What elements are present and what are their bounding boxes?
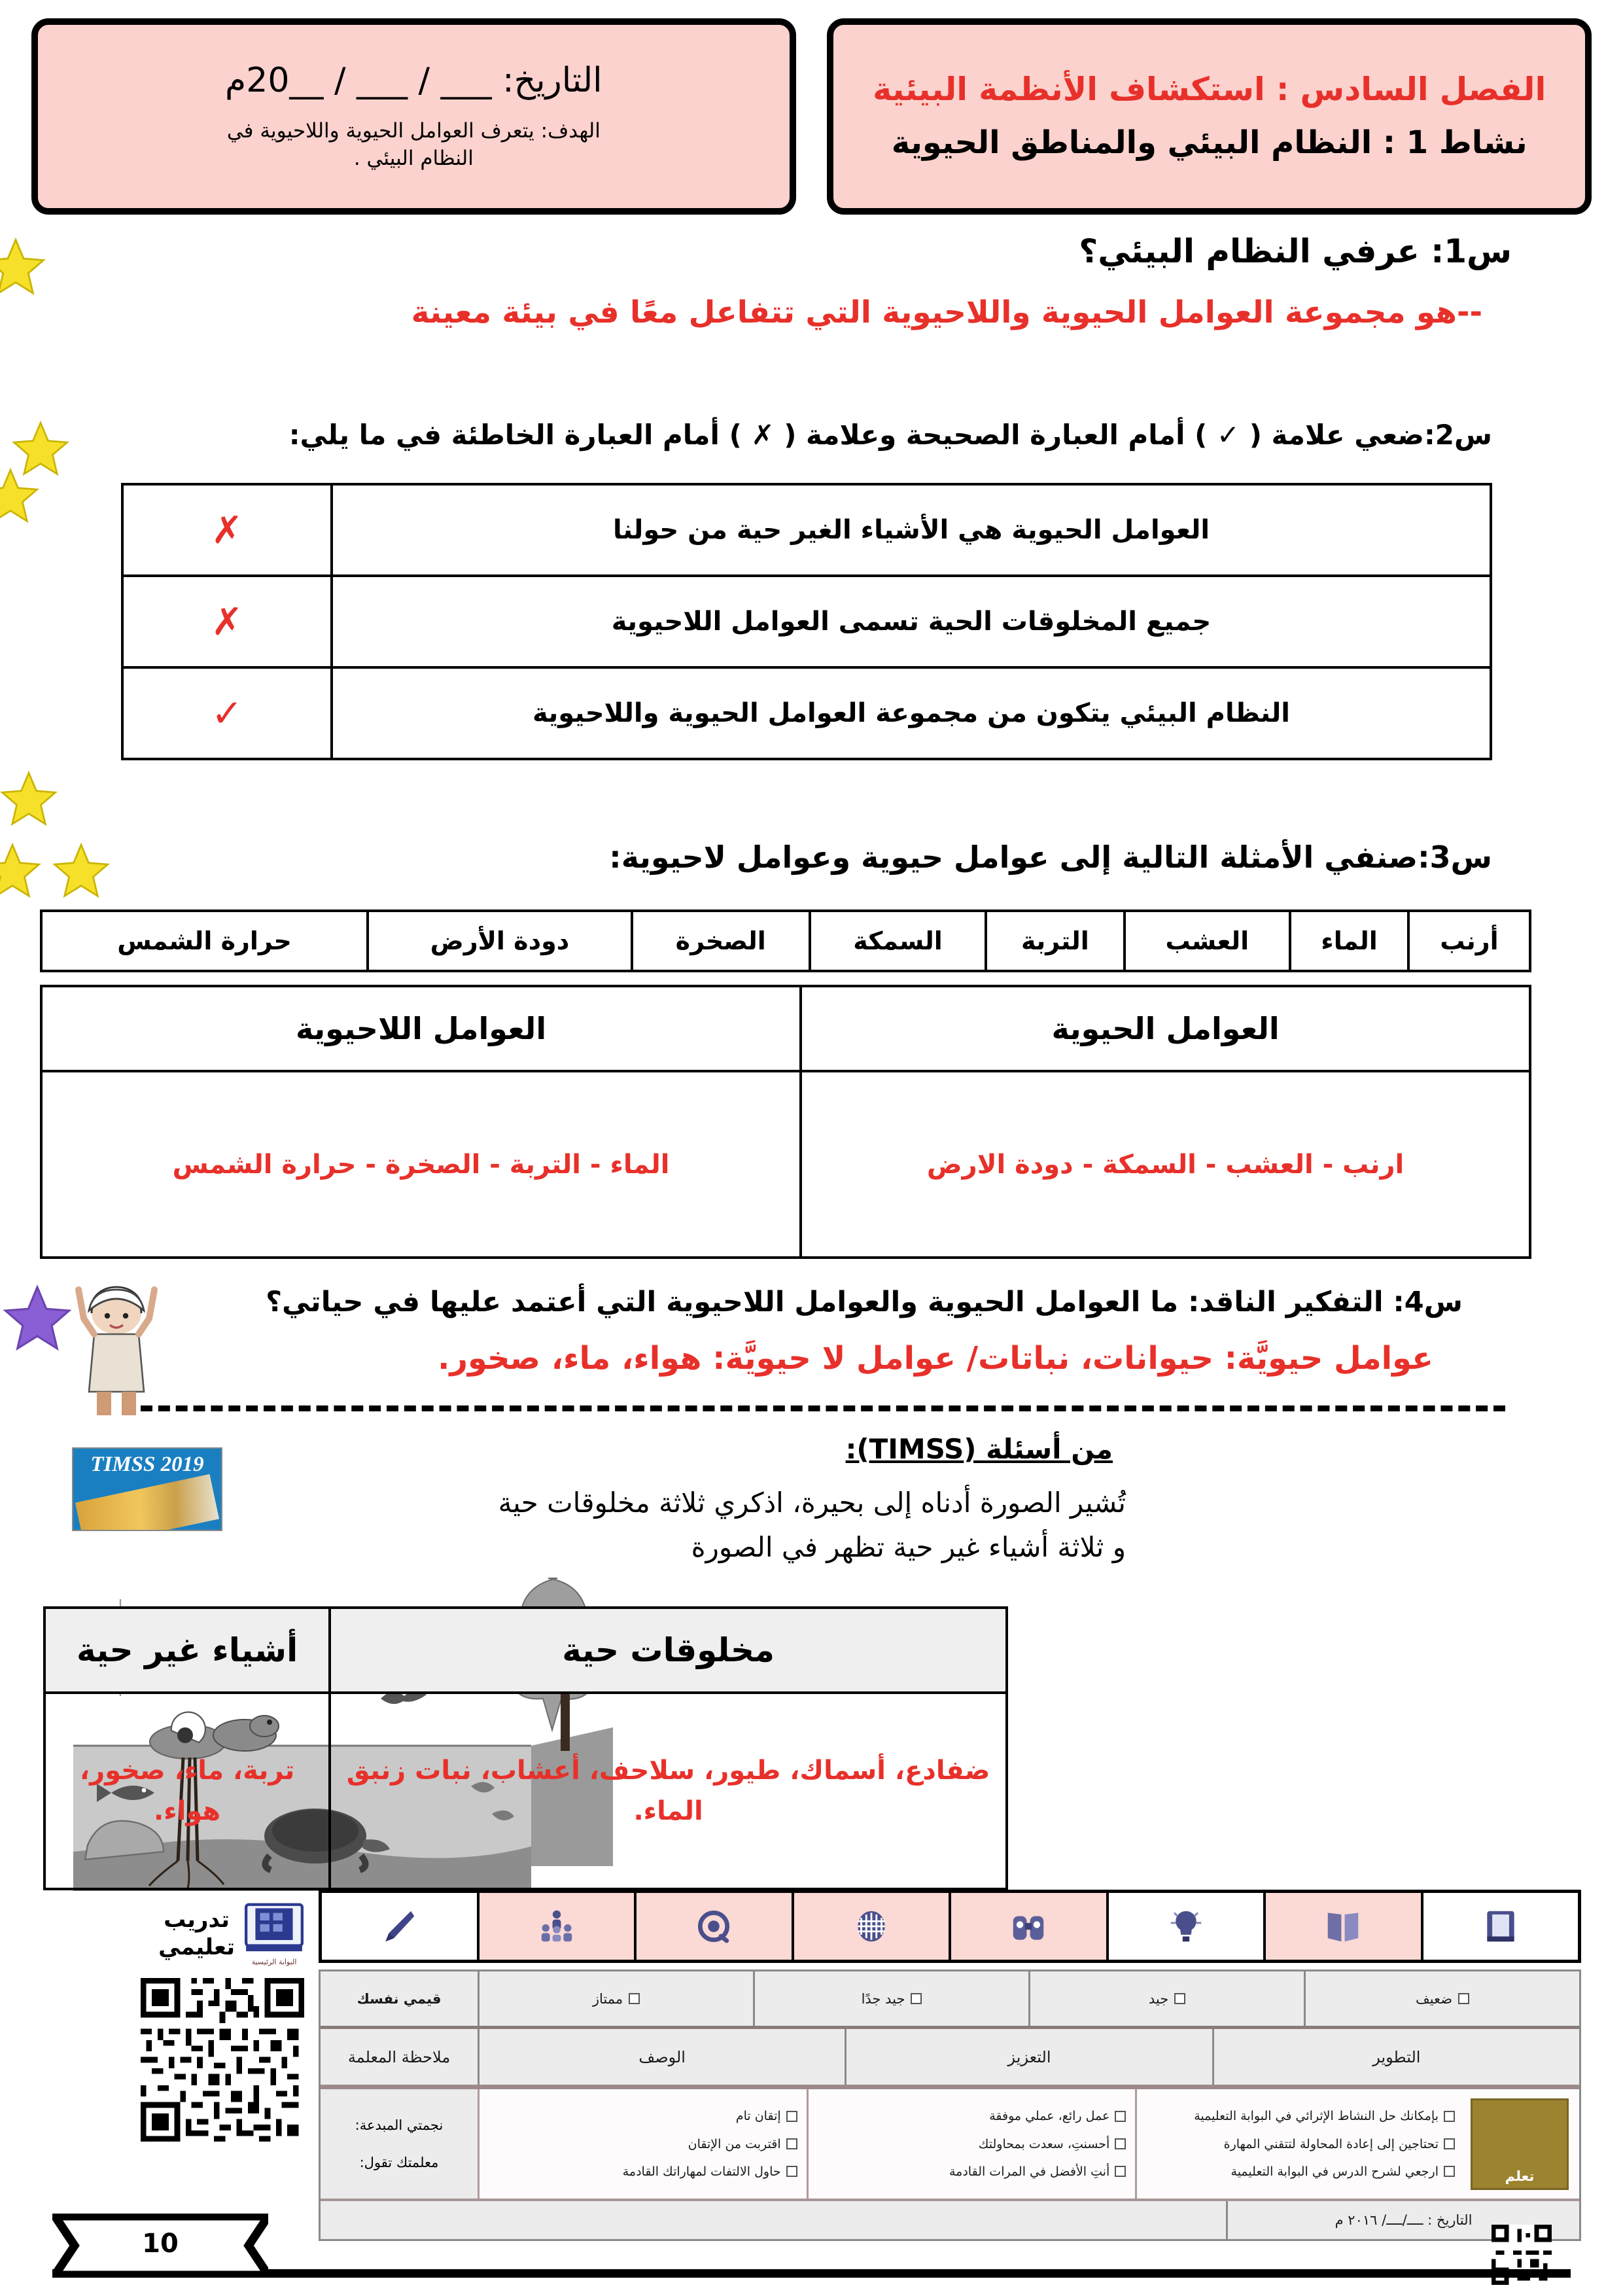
rubric-item[interactable] [489, 2164, 797, 2179]
checkbox-icon[interactable] [1115, 2111, 1126, 2122]
statement-cell: النظام البيئي يتكون من مجموعة العوامل الحيوية واللاحيوية [332, 667, 1491, 759]
abiotic-header: العوامل اللاحيوية [41, 986, 801, 1071]
word-bank-item: حرارة الشمس [41, 911, 368, 971]
rubric-describe-column [478, 2089, 807, 2199]
classification-table [40, 985, 1531, 1259]
icon-cell-binoculars[interactable] [949, 1893, 1106, 1960]
living-things-header: مخلوقات حية [330, 1608, 1007, 1693]
question-3-prompt: س3:صنفي الأمثلة التالية إلى عوامل حيوية وعوامل لاحيوية: [609, 839, 1492, 875]
word-bank-item: أرنب [1408, 911, 1530, 971]
table-header-row [41, 986, 1530, 1071]
training-badge [56, 1901, 304, 2142]
portal-book-icon [244, 1901, 304, 1966]
icon-cell-people-group[interactable] [477, 1893, 635, 1960]
rubric-footer [321, 2199, 1579, 2239]
checkbox-icon[interactable] [911, 1993, 922, 2004]
rubric-item-label: حاول الالتفات لمهاراتك القادمة [622, 2164, 781, 2179]
page-number: 10 [142, 2229, 179, 2259]
icon-cell-book[interactable] [1421, 1893, 1579, 1960]
header-date-box [31, 18, 796, 215]
rubric-item-label: تحتاجين إلى إعادة المحاولة لتتقني المهارة [1223, 2136, 1439, 2151]
table-header-row [44, 1608, 1007, 1693]
table-row [122, 576, 1491, 667]
grid-icon [851, 1906, 892, 1947]
rubric-date-field[interactable]: التاريخ : ــــ/ــــ/ ٢٠١٦ م [1226, 2201, 1579, 2239]
checkbox-icon[interactable] [629, 1993, 640, 2004]
training-badge-label [158, 1906, 235, 1962]
abiotic-answer-cell[interactable]: الماء - التربة - الصخرة - حرارة الشمس [41, 1071, 801, 1258]
rubric-item-label: ارجعي لشرح الدرس في البوابة التعليمية [1230, 2164, 1439, 2179]
timss-source-label: من أسئلة (TIMSS): [845, 1433, 1113, 1465]
rubric-reinforce-column [807, 2089, 1136, 2199]
training-label-line2: تعليمي [158, 1934, 235, 1960]
taalam-logo: تعلم [1471, 2098, 1569, 2190]
rubric-col-develop: التطوير [1212, 2029, 1579, 2085]
qr-code[interactable] [141, 1978, 304, 2142]
checkbox-icon[interactable] [1444, 2111, 1455, 2122]
rubric-col-describe: الوصف [478, 2029, 845, 2085]
rubric-scale-weak[interactable] [1304, 1971, 1579, 2026]
question-4-prompt: س4: التفكير الناقد: ما العوامل الحيوية والعوامل اللاحيوية التي أعتمد عليها في حياتي؟ [266, 1286, 1463, 1318]
footer-baseline [52, 2269, 1571, 2278]
rubric-scale-row [321, 1971, 1579, 2029]
portal-caption: البوابة الرئيسية [251, 1958, 297, 1966]
rubric-item[interactable] [1146, 2164, 1455, 2179]
rubric-scale-label: ممتاز [592, 1990, 623, 2007]
rubric-col-reinforce: التعزيز [845, 2029, 1212, 2085]
icon-cell-open-book[interactable] [1263, 1893, 1421, 1960]
answer-dotted-line [141, 1405, 1505, 1411]
rubric-item-label: اقتربت من الإتقان [688, 2136, 781, 2151]
pencil-graphic [75, 1474, 219, 1531]
rubric-scale-very-good[interactable] [753, 1971, 1028, 2026]
rubric-item[interactable] [818, 2137, 1126, 2151]
rubric-body [321, 2089, 1579, 2199]
rubric-item[interactable] [489, 2137, 797, 2151]
pen-icon [379, 1906, 419, 1947]
rubric-teacher-note-label: ملاحظة المعلمة [347, 2047, 451, 2066]
timss-prompt-line-2: و ثلاثة أشياء غير حية تظهر في الصورة [691, 1531, 1126, 1563]
table-row [41, 911, 1530, 971]
rubric-item[interactable] [818, 2109, 1126, 2123]
date-field[interactable]: التاريخ: ___ / ___ / __20م [225, 60, 602, 100]
table-row [122, 484, 1491, 576]
question-4-answer[interactable]: عوامل حيويَّة: حيوانات، نباتات/ عوامل لا حيويَّة: هواء، ماء، صخور. [438, 1340, 1433, 1377]
checkbox-icon[interactable] [786, 2111, 797, 2122]
rubric-teacher-column [321, 2089, 478, 2199]
rubric-scale-label: جيد جدًا [861, 1990, 905, 2007]
checkbox-icon[interactable] [1444, 2166, 1455, 2177]
self-assessment-rubric [319, 1969, 1581, 2241]
word-bank-item: العشب [1125, 911, 1291, 971]
book-icon [1480, 1906, 1521, 1947]
checkbox-icon[interactable] [1174, 1993, 1185, 2004]
magnifier-icon [693, 1906, 734, 1947]
question-1-answer[interactable]: --هو مجموعة العوامل الحيوية واللاحيوية التي تتفاعل معًا في بيئة معينة [411, 294, 1482, 330]
checkbox-icon[interactable] [1458, 1993, 1469, 2004]
checkbox-icon[interactable] [1444, 2138, 1455, 2149]
cheering-girl-illustration [71, 1279, 162, 1417]
page-header [31, 18, 1592, 215]
rubric-column-header-row [321, 2029, 1579, 2089]
activity-title: نشاط 1 : النظام البيئي والمناطق الحيوية [891, 124, 1527, 162]
checkbox-icon[interactable] [786, 2138, 797, 2149]
checkbox-icon[interactable] [1115, 2138, 1126, 2149]
timss-prompt-line-1: تُشير الصورة أدناه إلى بحيرة، اذكري ثلاثة مخلوقات حية [498, 1487, 1126, 1519]
table-row [41, 1071, 1530, 1258]
icon-cell-lightbulb[interactable] [1106, 1893, 1264, 1960]
training-label-line1: تدريب [164, 1906, 230, 1933]
question-1-prompt: س1: عرفي النظام البيئي؟ [1079, 232, 1512, 270]
table-row [122, 667, 1491, 759]
table-row [44, 1693, 1007, 1889]
chapter-title: الفصل السادس : استكشاف الأنظمة البيئية [873, 71, 1546, 109]
people-group-icon [536, 1906, 577, 1947]
nonliving-things-header: أشياء غير حية [44, 1608, 330, 1693]
rubric-item-label: أنتِ الأفضل في المرات القادمة [949, 2164, 1110, 2179]
binoculars-icon [1008, 1906, 1049, 1947]
timss-answer-table [43, 1606, 1008, 1890]
rubric-item-label: بإمكانك حل النشاط الإثرائي في البوابة التعليمية [1194, 2109, 1439, 2124]
activity-icon-strip [319, 1890, 1581, 1963]
answer-mark-cell[interactable]: ✗ [122, 576, 332, 667]
rubric-teacher-says-label: معلمتك تقول: [359, 2155, 439, 2170]
answer-mark-cell[interactable]: ✓ [122, 667, 332, 759]
true-false-table [121, 483, 1492, 760]
rubric-scale-good[interactable] [1028, 1971, 1304, 2026]
word-bank-item: دودة الأرض [368, 911, 632, 971]
word-bank-item: السمكة [810, 911, 986, 971]
checkbox-icon[interactable] [1115, 2166, 1126, 2177]
biotic-answer-cell[interactable]: ارنب - العشب - السمكة - دودة الارض [801, 1071, 1530, 1258]
living-things-answer-cell[interactable]: ضفادع، أسماك، طيور، سلاحف، أعشاب، نبات زنبق الماء. [330, 1693, 1007, 1889]
rubric-achievement-label: نجمتي المبدعة: [355, 2117, 444, 2133]
rubric-item-label: عمل رائع، عملي موفقة [989, 2109, 1110, 2124]
biotic-header: العوامل الحيوية [801, 986, 1530, 1071]
statement-cell: العوامل الحيوية هي الأشياء الغير حية من حولنا [332, 484, 1491, 576]
answer-mark-cell[interactable]: ✗ [122, 484, 332, 576]
rubric-item-label: إتقان تام [735, 2109, 781, 2124]
rubric-item[interactable] [489, 2109, 797, 2123]
word-bank-item: الماء [1290, 911, 1408, 971]
word-bank-item: الصخرة [632, 911, 810, 971]
rubric-item[interactable] [818, 2164, 1126, 2179]
header-title-box [827, 18, 1592, 215]
rubric-scale-label: ضعيف [1415, 1990, 1453, 2007]
rubric-scale-label: جيد [1148, 1990, 1169, 2007]
timss-logo [72, 1447, 222, 1531]
rubric-footer-blank [321, 2201, 1226, 2239]
open-book-icon [1323, 1906, 1363, 1947]
icon-cell-grid[interactable] [792, 1893, 949, 1960]
rubric-self-assess-label: قيمي نفسك [357, 1990, 442, 2007]
question-2-prompt: س2:ضعي علامة ( ✓ ) أمام العبارة الصحيحة وعلامة ( ✗ ) أمام العبارة الخاطئة في ما يلي: [288, 419, 1492, 451]
rubric-scale-excellent[interactable] [478, 1971, 753, 2026]
checkbox-icon[interactable] [786, 2166, 797, 2177]
icon-cell-pen[interactable] [322, 1893, 477, 1960]
lesson-goal: الهدف: يتعرف العوامل الحيوية واللاحيوية في النظام البيئي . [226, 119, 601, 171]
rubric-item[interactable] [1146, 2109, 1455, 2123]
icon-cell-magnifier[interactable] [634, 1893, 792, 1960]
rubric-item-label: أحسنتِ، سعدت بمحاولتك [978, 2136, 1110, 2151]
timss-logo-text: TIMSS 2019 [90, 1453, 204, 1476]
word-bank-item: التربة [986, 911, 1124, 971]
statement-cell: جميع المخلوقات الحية تسمى العوامل اللاحيوية [332, 576, 1491, 667]
rubric-item[interactable] [1146, 2137, 1455, 2151]
page-number-banner [52, 2214, 268, 2278]
word-bank-table [40, 910, 1531, 972]
lightbulb-icon [1166, 1906, 1206, 1947]
rubric-develop-column [1135, 2089, 1579, 2199]
nonliving-things-answer-cell[interactable]: تربة، ماء، صخور، هواء. [44, 1693, 330, 1889]
